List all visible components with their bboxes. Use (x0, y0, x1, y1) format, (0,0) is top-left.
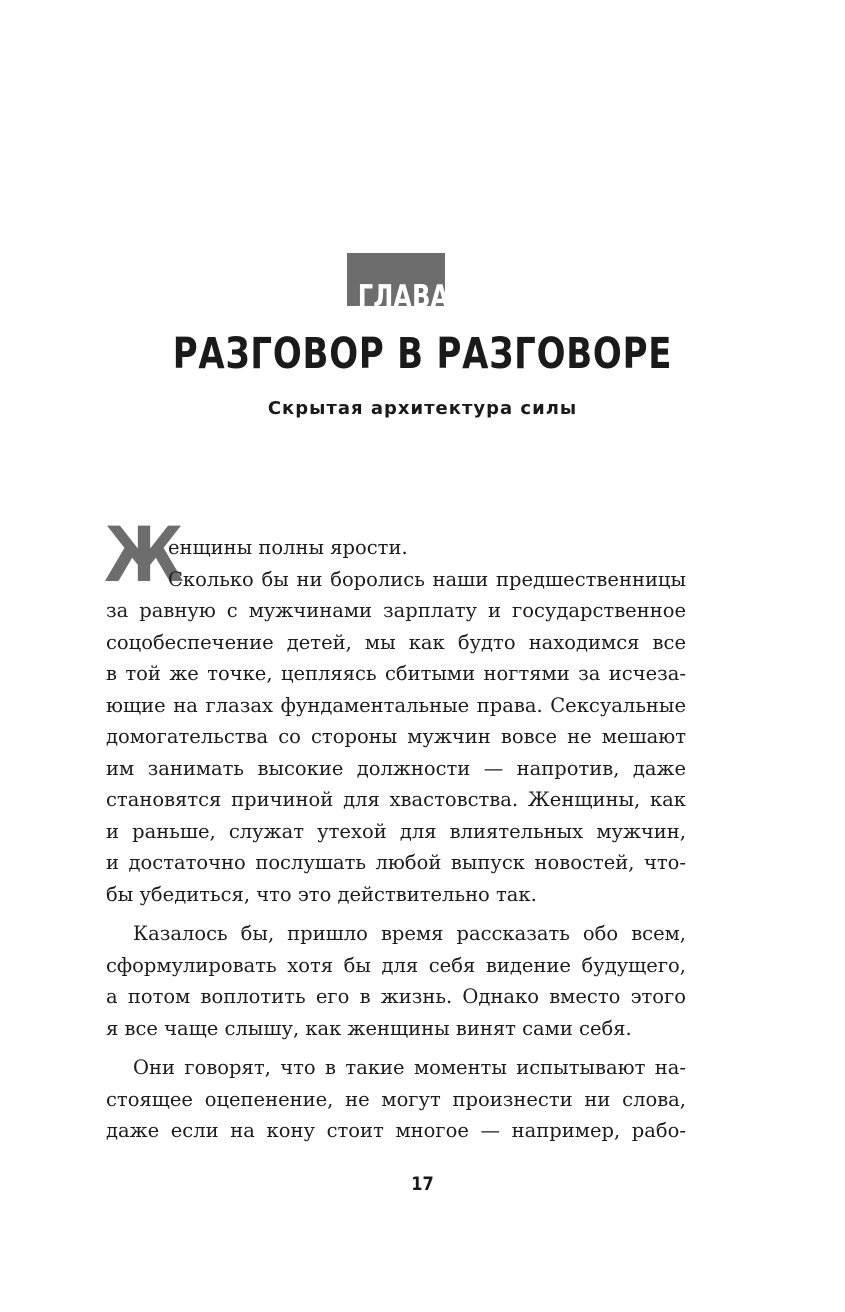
chapter-label-box (347, 253, 475, 315)
text-line: домогательства со стороны мужчин вовсе не мешают (106, 725, 686, 748)
text-line: Сколько бы ни боролись наши предшественницы (168, 567, 686, 591)
text-line: за равную с мужчинами зарплату и государственное (106, 599, 686, 622)
page-number: 17 (411, 1173, 434, 1195)
text-line: сформулировать хотя бы для себя видение будущего, (106, 953, 686, 977)
paragraph-gap (106, 1044, 686, 1052)
text-line: и достаточно послушать любой выпуск новостей, что- (106, 851, 686, 874)
chapter-subtitle: Скрытая архитектура силы (267, 398, 578, 419)
chapter-label: ГЛАВА 1 (357, 279, 475, 315)
text-line: в той же точке, цепляясь сбитыми ногтями за исчеза- (106, 662, 686, 685)
body-text (106, 532, 686, 1147)
text-line: енщины полны ярости. (168, 536, 408, 559)
text-line: стоящее оцепенение, не могут произнести ни слова, (106, 1087, 686, 1111)
text-line: Казалось бы, пришло время рассказать обо всем, (133, 922, 686, 945)
text-line: даже если на кону стоит многое — например, рабо- (106, 1119, 686, 1142)
text-line: им занимать высокие должности — напротив, даже (106, 756, 686, 780)
paragraph-gap (106, 910, 686, 918)
text-line: бы убедиться, что это действительно так. (106, 882, 537, 906)
text-line: и раньше, служат утехой для влиятельных мужчин, (106, 819, 686, 843)
chapter-title: РАЗГОВОР В РАЗГОВОРЕ (172, 329, 673, 379)
drop-cap-letter: Ж (104, 510, 185, 599)
text-line: а потом воплотить его в жизнь. Однако вместо этого (106, 985, 686, 1008)
text-line: становятся причиной для хвастовства. Женщины, как (106, 788, 686, 811)
text-line: ющие на глазах фундаментальные права. Сексуальные (106, 693, 686, 717)
text-line: я все чаще слышу, как женщины винят сами себя. (106, 1016, 632, 1040)
text-line: Они говорят, что в такие моменты испытывают на- (133, 1056, 686, 1079)
text-line: соцобеспечение детей, мы как будто находимся все (106, 630, 686, 654)
